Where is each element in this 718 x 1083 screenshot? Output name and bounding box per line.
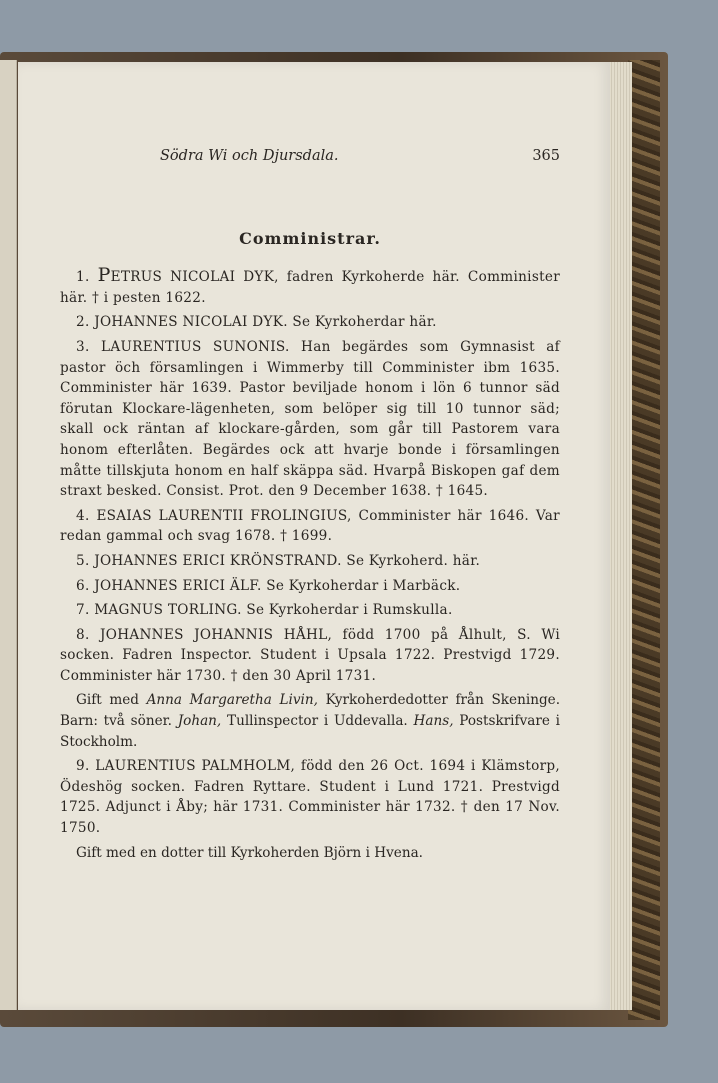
page-text [60,146,560,867]
entry-9-marriage: Gift med en dotter till Kyrkoherden Björn i Hvena. [76,844,423,861]
entry-8-marriage: Gift med Anna Margaretha Livin, Kyrkoherdedotter från Skeninge. Barn: två söner. Johan, Tullinspector i Uddevalla. Hans, Postskrifvare i Stockholm. [60,692,561,750]
entry-1: 1. PETRUS NICOLAI DYK, fadren Kyrkoherde här. Comminister här. † i pesten 1622. [60,264,560,306]
entry-9: 9. LAURENTIUS PALMHOLM, född den 26 Oct. 1694 i Klämstorp, Ödeshög socken. Fadren Ryttare. Student i Lund 1721. Prestvigd 1725. Adjunct i Åby; här 1731. Comminister här 1732. † den 17 Nov. 1750. [60,758,560,837]
page-number: 365 [532,148,560,164]
entry-8: 8. JOHANNES JOHANNIS HÅHL, född 1700 på Ålhult, S. Wi socken. Fadren Inspector. Student i Upsala 1722. Prestvigd 1729. Comminister här 1730. † den 30 April 1731. [60,626,560,684]
section-title: Comministrar. [239,228,381,248]
entry-2: 2. JOHANNES NICOLAI DYK. Se Kyrkoherdar här. [76,314,437,331]
entry-7: 7. MAGNUS TORLING. Se Kyrkoherdar i Rumskulla. [76,602,453,619]
entry-3: 3. LAURENTIUS SUNONIS. Han begärdes som Gymnasist af pastor öch församlingen i Wimmerby till Comminister ibm 1635. Comminister här 1639. Pastor beviljade honom i lön 6 tunnor säd förutan Klockare-lägenheten, som belöper sig till 10 tunnor säd; skall ock räntan af klockare-gården, som går till Pastorem vara honom efterlåten. Begärdes ock att hvarje bonde i församlingen måtte tillskjuta honom en half skäppa säd. Hvarpå Biskopen gaf dem straxt besked. Consist. Prot. den 9 December 1638. † 1645. [60,338,560,500]
running-header [160,146,560,167]
running-title: Södra Wi och Djursdala. [160,148,339,164]
book-page [18,62,610,1010]
entry-5: 5. JOHANNES ERICI KRÖNSTRAND. Se Kyrkoherd. här. [76,552,481,569]
entry-6: 6. JOHANNES ERICI ÄLF. Se Kyrkoherdar i Marbäck. [76,577,461,594]
previous-page-edge [0,60,17,1010]
entry-4: 4. ESAIAS LAURENTII FROLINGIUS, Comminister här 1646. Var redan gammal och svag 1678. † 1699. [60,507,560,545]
book-binding-edge [628,60,660,1020]
